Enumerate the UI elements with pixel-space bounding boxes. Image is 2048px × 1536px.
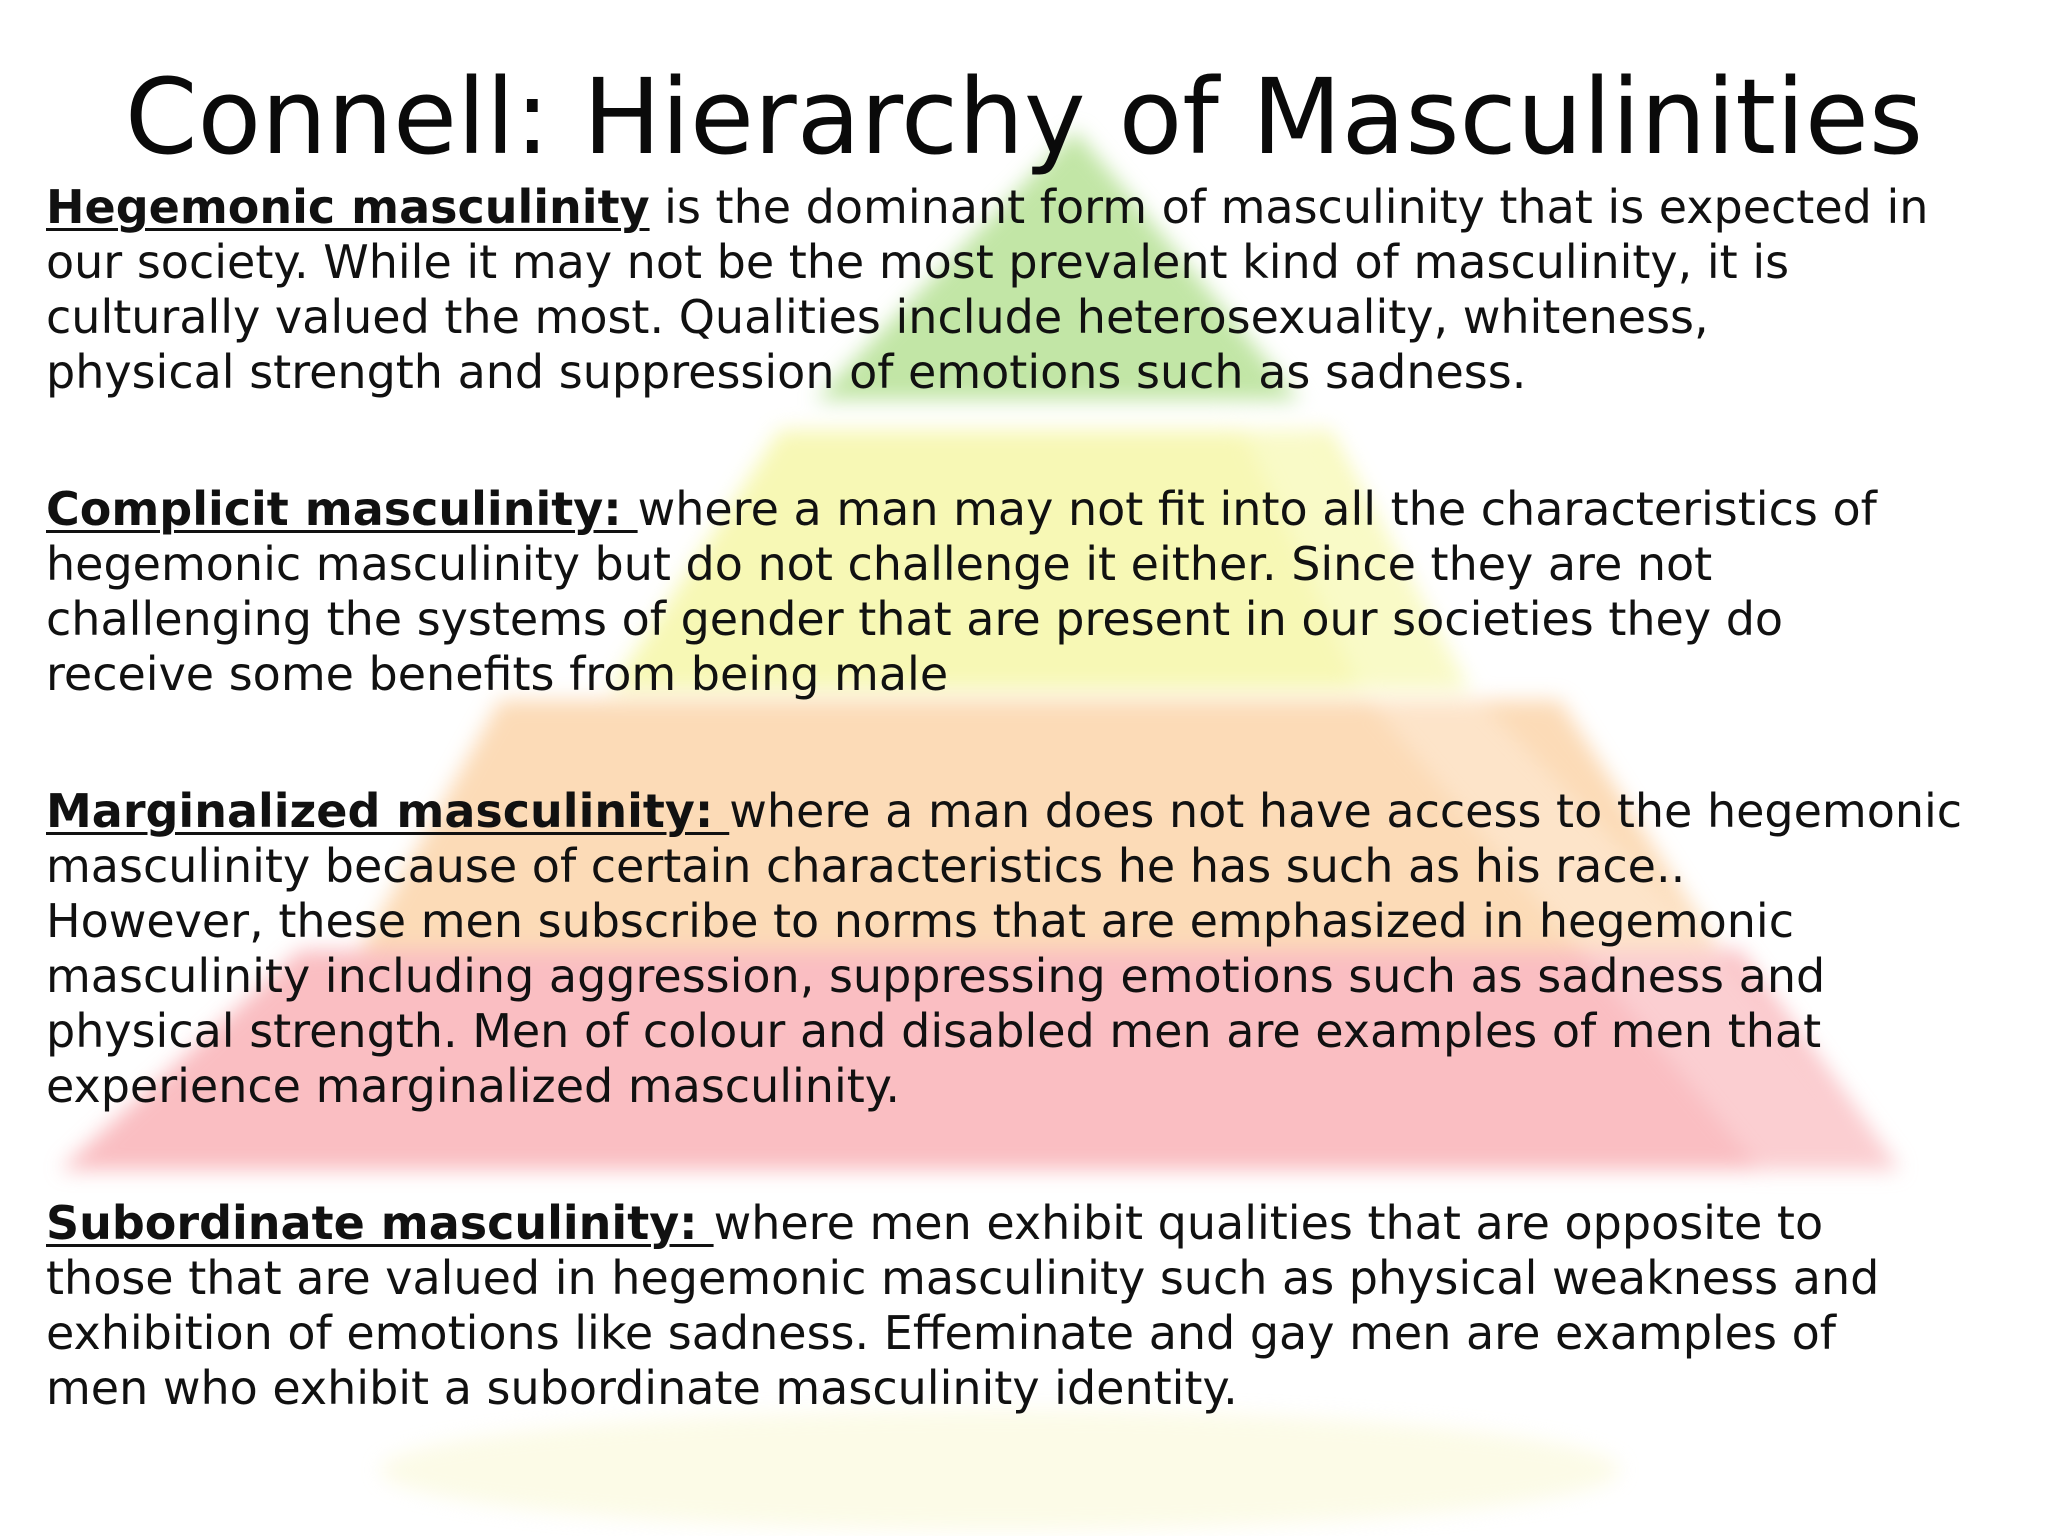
paragraph-line: experience marginalized masculinity. — [46, 1059, 901, 1113]
term-hegemonic: Hegemonic masculinity — [46, 180, 650, 234]
paragraph-line: physical strength. Men of colour and disabled men are examples of men that — [46, 1004, 1822, 1058]
paragraph-line — [46, 784, 2006, 839]
term-subordinate: Subordinate masculinity: — [46, 1196, 714, 1250]
paragraph-line: receive some benefits from being male — [46, 647, 949, 701]
slide-title: Connell: Hierarchy of Masculinities — [124, 56, 1924, 178]
paragraph-complicit — [46, 482, 2006, 702]
paragraph-line: those that are valued in hegemonic masculinity such as physical weakness and — [46, 1251, 1880, 1305]
paragraph-line — [46, 482, 2006, 537]
paragraph-line — [46, 180, 2006, 235]
paragraph-text: where a man may not fit into all the characteristics of — [637, 482, 1877, 536]
slide-body — [46, 180, 2006, 1416]
paragraph-line: our society. While it may not be the most prevalent kind of masculinity, it is — [46, 235, 1790, 289]
paragraph-line: men who exhibit a subordinate masculinity identity. — [46, 1361, 1238, 1415]
paragraph-line — [46, 1196, 2006, 1251]
paragraph-line: hegemonic masculinity but do not challenge it either. Since they are not — [46, 537, 1713, 591]
term-complicit: Complicit masculinity: — [46, 482, 638, 536]
paragraph-hegemonic — [46, 180, 2006, 400]
paragraph-line: physical strength and suppression of emotions such as sadness. — [46, 345, 1527, 399]
paragraph-line: masculinity because of certain characteristics he has such as his race.. — [46, 839, 1686, 893]
paragraph-line: challenging the systems of gender that are present in our societies they do — [46, 592, 1784, 646]
paragraph-text: is the dominant form of masculinity that is expected in — [649, 180, 1929, 234]
paragraph-line: masculinity including aggression, suppressing emotions such as sadness and — [46, 949, 1826, 1003]
term-marginalized: Marginalized masculinity: — [46, 784, 730, 838]
paragraph-subordinate — [46, 1196, 2006, 1416]
paragraph-line: However, these men subscribe to norms that are emphasized in hegemonic — [46, 894, 1794, 948]
paragraph-text: where men exhibit qualities that are opposite to — [713, 1196, 1824, 1250]
paragraph-text: where a man does not have access to the hegemonic — [729, 784, 1963, 838]
paragraph-line: culturally valued the most. Qualities include heterosexuality, whiteness, — [46, 290, 1709, 344]
pyramid-shadow — [380, 1410, 1620, 1530]
paragraph-line: exhibition of emotions like sadness. Effeminate and gay men are examples of — [46, 1306, 1836, 1360]
paragraph-marginalized — [46, 784, 2006, 1114]
